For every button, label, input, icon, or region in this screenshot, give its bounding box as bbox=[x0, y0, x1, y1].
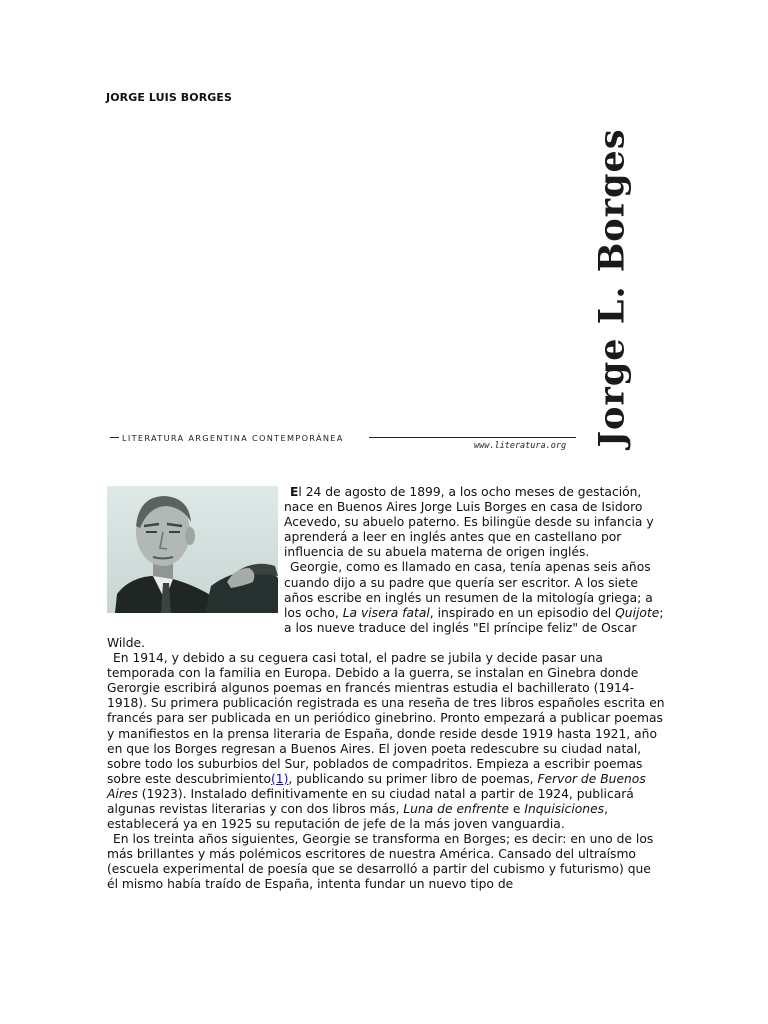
book-title-inquisiciones: Inquisiciones bbox=[524, 801, 605, 816]
portrait-spacer bbox=[107, 485, 284, 632]
paragraph-3-text-d: e bbox=[508, 801, 525, 816]
paragraph-2-text-b: , inspirado en un episodio del bbox=[429, 605, 616, 620]
paragraph-4-text: En los treinta años siguientes, Georgie se transforma en Borges; es decir: en uno de los más brillantes y más polémicos escritores de nuestra América. Cansado del ultraísmo (escuela experimental de poesía que se desarrolló a partir del cubismo y futurismo) que él mismo había traído de España, intenta fundar un nuevo tipo de bbox=[107, 832, 654, 892]
paragraph-3-text-e: , establecerá ya en 1925 su reputación de jefe de la más joven vanguardia. bbox=[107, 801, 608, 832]
paragraph-2-text-a: Georgie, como es llamado en casa, tenía apenas seis años cuando dijo a su padre que quería ser escritor. A los siete años escribe en inglés un resumen de la mitología griega; a los ocho, bbox=[284, 560, 653, 620]
book-title-luna: Luna de enfrente bbox=[403, 801, 509, 816]
footnote-link[interactable]: (1) bbox=[270, 771, 289, 786]
paragraph-4 bbox=[107, 832, 665, 892]
book-title-la-visera-fatal: La visera fatal bbox=[342, 605, 430, 620]
banner-text: LITERATURA ARGENTINA CONTEMPORÁNEA bbox=[122, 433, 344, 443]
paragraph-1-text: l 24 de agosto de 1899, a los ocho meses de gestación, nace en Buenos Aires Jorge Luis Borges en casa de Isidoro Acevedo, su abuelo paterno. Es bilingüe desde su infancia y aprenderá a leer en inglés antes que en castellano por influencia de su abuela materna de origen inglés. bbox=[284, 485, 654, 560]
banner-dash bbox=[110, 437, 119, 438]
paragraph-3 bbox=[107, 651, 665, 832]
book-title-quijote: Quijote bbox=[615, 605, 660, 620]
article-body bbox=[107, 485, 665, 893]
borges-logo-text: Jorge L. Borges bbox=[591, 128, 633, 448]
banner-url: www.literatura.org bbox=[474, 441, 567, 451]
book-title-fervor: Fervor de Buenos Aires bbox=[107, 771, 646, 801]
paragraph-3-text-a: En 1914, y debido a su ceguera casi total, el padre se jubila y decide pasar una temporada con la familia en Europa. Debido a la guerra, se instalan en Ginebra donde Gerorgie escribirá algunos poemas en francés mientras estudia el bachillerato (1914-1918). Su primera publicación registrada es una reseña de tres libros españoles escrita en francés para ser publicada en un periódico ginebrino. Pronto empezará a publicar poemas y manifiestos en la prensa literaria de España, donde reside desde 1919 hasta 1921, año en que los Borges regresan a Buenos Aires. El joven poeta redescubre su ciudad natal, sobre todo los suburbios del Sur, poblados de compadritos. Empieza a escribir poemas sobre este descubrimiento bbox=[107, 651, 665, 786]
banner-rule bbox=[369, 437, 576, 438]
paragraph-3-text-b: , publicando su primer libro de poemas, bbox=[288, 771, 538, 786]
paragraph-3-text-c: (1923). Instalado definitivamente en su ciudad natal a partir de 1924, publicará algunas revistas literarias y con dos libros más, bbox=[107, 786, 634, 816]
page-title: JORGE LUIS BORGES bbox=[106, 91, 233, 104]
paragraph-2-text-c: ; a los nueve traduce del inglés "El príncipe feliz" de Oscar Wilde. bbox=[107, 605, 664, 650]
drop-cap: E bbox=[290, 485, 299, 499]
